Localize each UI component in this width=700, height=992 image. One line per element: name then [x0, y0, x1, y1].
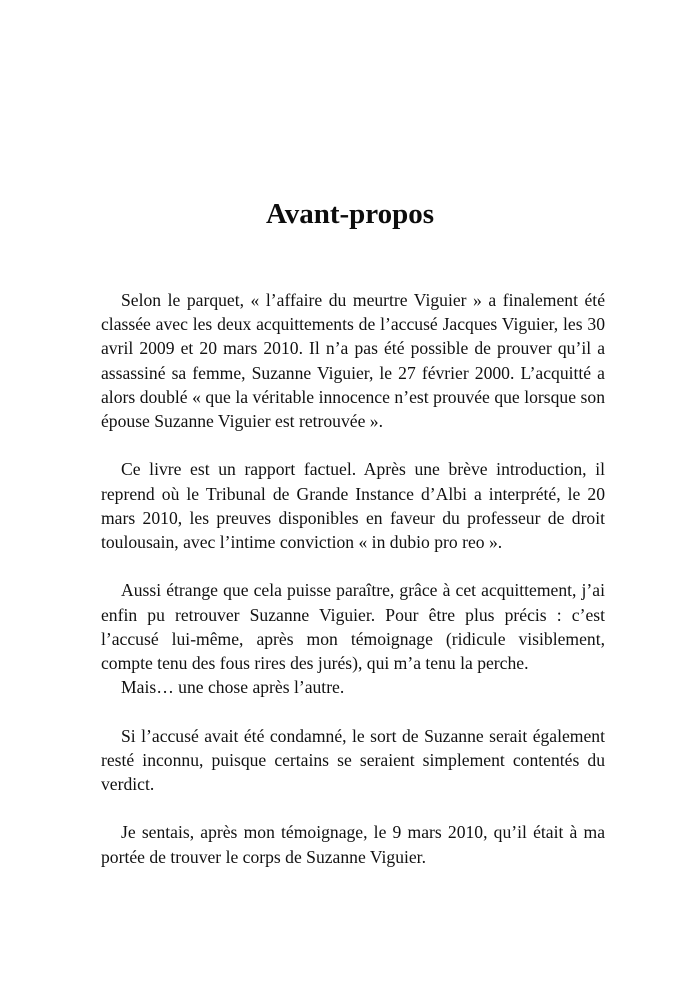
page-title: Avant-propos — [265, 198, 435, 230]
document-body — [101, 288, 605, 893]
paragraph-5: Si l’accusé avait été condamné, le sort de Suzanne serait également resté inconnu, puisque certains se seraient simplement contentés du verdict. — [101, 725, 605, 795]
paragraph-6: Je sentais, après mon témoignage, le 9 mars 2010, qu’il était à ma portée de trouver le corps de Suzanne Viguier. — [101, 822, 605, 867]
paragraph-3: Aussi étrange que cela puisse paraître, grâce à cet acquittement, j’ai enfin pu retrouver Suzanne Viguier. Pour être plus précis : c’est l’accusé lui-même, après mon témoignage (ridicule visiblement, compte tenu des fous rires des jurés), qui m’a tenu la perche. — [101, 580, 605, 674]
paragraph-4: Mais… une chose après l’autre. — [121, 677, 345, 698]
paragraph-1: Selon le parquet, « l’affaire du meurtre Viguier » a finalement été classée avec les deux acquittements de l’accusé Jacques Viguier, les 30 avril 2009 et 20 mars 2010. Il n’a pas été possible de prouver qu’il a assassiné sa femme, Suzanne Viguier, le 27 février 2000. L’acquitté a alors doublé « que la véritable innocence n’est prouvée que lorsque son épouse Suzanne Viguier est retrouvée ». — [101, 290, 605, 432]
paragraph-2: Ce livre est un rapport factuel. Après une brève introduction, il reprend où le Tribunal de Grande Instance d’Albi a interprété, le 20 mars 2010, les preuves disponibles en faveur du professeur de droit toulousain, avec l’intime conviction « in dubio pro reo ». — [101, 459, 605, 553]
